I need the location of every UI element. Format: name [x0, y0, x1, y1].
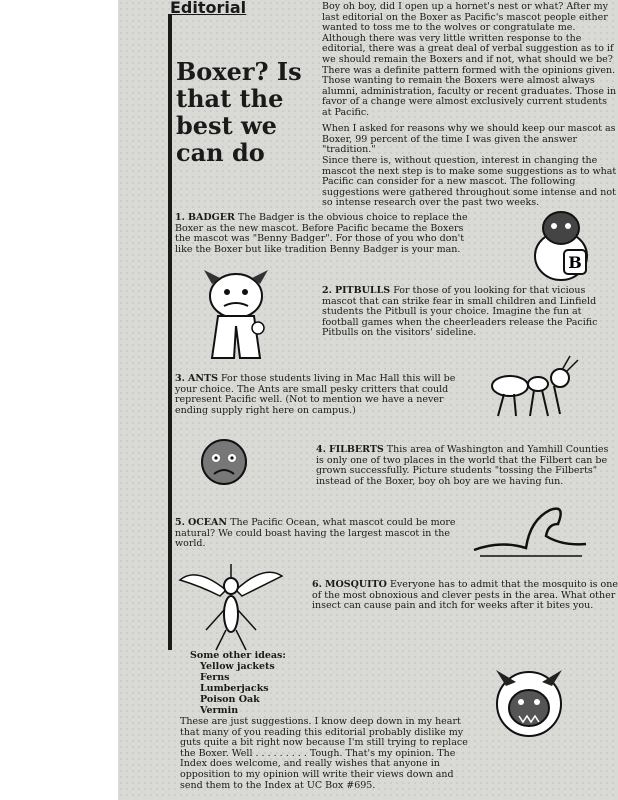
vermin-illustration	[488, 664, 570, 742]
badger-illustration	[528, 206, 594, 284]
mosquito-illustration	[176, 560, 286, 652]
headline: Boxer? Is that the best we can do	[176, 57, 302, 167]
item-ants: 3. ANTS For those students living in Mac Hall this will be your choice. The Ants are small pesky critters that could represent Pacific well. (Not to mention we have a never ending supply right here on campus.)	[175, 374, 456, 416]
other-ideas-heading: Some other ideas:	[190, 650, 286, 661]
lead-paragraph: Boy oh boy, did I open up a hornet's nest or what? After my last editorial on the Boxer as Pacific's mascot people either wanted to toss me to the wolves or congratulate me. Although there was very little written response to the editorial, there was a great deal of verbal suggestion as to if we should remain the Boxers and if not, what should we be? There was a definite pattern formed with the opinions given. Those wanting to remain the Boxers were almost always alumni, administration, faculty or recent graduates. Those in favor of a change were almost exclusively current students at Pacific.	[322, 2, 617, 118]
item-pitbulls: 2. PITBULLS For those of you looking for that vicious mascot that can strike fear in small children and Linfield students the Pitbull is your choice. Imagine the fun at football games when the cheerleaders release the Pacific Pitbulls on the visitors' sideline.	[322, 286, 598, 339]
badge-letter: B	[568, 253, 582, 272]
item-badger: 1. BADGER The Badger is the obvious choice to replace the Boxer as the new mascot. Before Pacific became the Boxers the mascot was "Benny Badger". For those of you who don't like the Boxer but like tradition Benny Badger is your man.	[175, 213, 468, 255]
paragraph-suggestions: Since there is, without question, interest in changing the mascot the next step is to make some suggestions as to what Pacific can consider for a new mascot. The following suggestions were gathered throughout some intense and not so intense research over the past two weeks.	[322, 156, 617, 209]
list-item: Lumberjacks	[200, 683, 269, 694]
column-rule	[168, 14, 172, 650]
list-item: Poison Oak	[200, 694, 260, 705]
item-filberts: 4. FILBERTS This area of Washington and Yamhill Counties is only one of two places in the world that the Filbert can be grown successfully. Picture students "tossing the Filberts" instead of the Boxer, boy oh boy are we having fun.	[316, 445, 609, 487]
ant-illustration	[484, 352, 584, 422]
list-item: Vermin	[200, 705, 239, 716]
item-mosquito: 6. MOSQUITO Everyone has to admit that the mosquito is one of the most obnoxious and clever pests in the area. What other insect can cause pain and itch for weeks after it bites you.	[312, 580, 618, 612]
list-item: Ferns	[200, 672, 230, 683]
section-label: Editorial	[170, 0, 247, 17]
filbert-illustration	[198, 436, 250, 486]
ocean-wave-illustration	[470, 500, 590, 560]
list-item: Yellow jackets	[200, 661, 275, 672]
closing-paragraph: These are just suggestions. I know deep down in my heart that many of you reading this editorial probably dislike my guts quite a bit right now because I'm still trying to replace the Boxer. Well . . . . . . . . . Tough. That's my opinion. The Index does welcome, and really wishes that anyone in opposition to my opinion will write their views down and send them to the Index at UC Box #695.	[180, 716, 468, 791]
paragraph-tradition: When I asked for reasons why we should keep our mascot as Boxer, 99 percent of the time I was given the answer "tradition."	[322, 124, 616, 156]
other-ideas-list	[190, 650, 286, 716]
pitbull-illustration	[196, 266, 280, 362]
item-ocean: 5. OCEAN The Pacific Ocean, what mascot could be more natural? We could boast having the largest mascot in the world.	[175, 518, 456, 550]
